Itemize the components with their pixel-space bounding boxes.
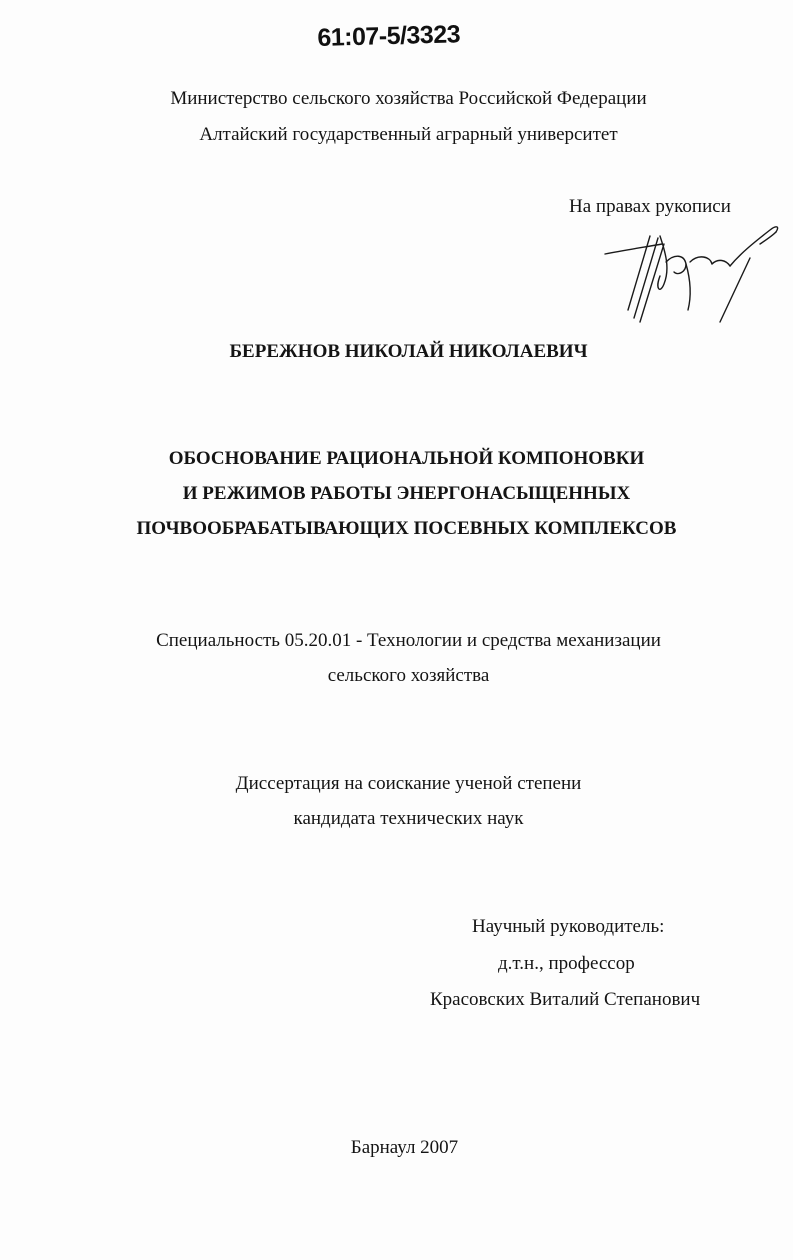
degree-statement-line-2: кандидата технических наук (293, 808, 524, 829)
dissertation-title-line-1: ОБОСНОВАНИЕ РАЦИОНАЛЬНОЙ КОМПОНОВКИ (168, 448, 645, 469)
ministry-name: Министерство сельского хозяйства Российской Федерации (170, 88, 647, 109)
manuscript-note: На правах рукописи (569, 196, 731, 217)
supervisor-label: Научный руководитель: (472, 916, 665, 937)
author-name: БЕРЕЖНОВ НИКОЛАЙ НИКОЛАЕВИЧ (229, 341, 588, 362)
archive-stamp-number: 61:07-5/3323 (317, 20, 461, 52)
place-and-year: Барнаул 2007 (350, 1137, 459, 1158)
degree-statement-line-1: Диссертация на соискание ученой степени (235, 773, 582, 794)
supervisor-name: Красовских Виталий Степанович (430, 989, 701, 1010)
specialty-line-1: Специальность 05.20.01 - Технологии и средства механизации (156, 630, 661, 651)
author-signature (600, 214, 785, 329)
supervisor-degree: д.т.н., профессор (498, 953, 635, 974)
specialty-line-2: сельского хозяйства (327, 665, 490, 686)
university-name: Алтайский государственный аграрный университет (199, 124, 618, 145)
dissertation-title-line-2: И РЕЖИМОВ РАБОТЫ ЭНЕРГОНАСЫЩЕННЫХ (182, 483, 631, 504)
dissertation-title-line-3: ПОЧВООБРАБАТЫВАЮЩИХ ПОСЕВНЫХ КОМПЛЕКСОВ (136, 518, 677, 539)
